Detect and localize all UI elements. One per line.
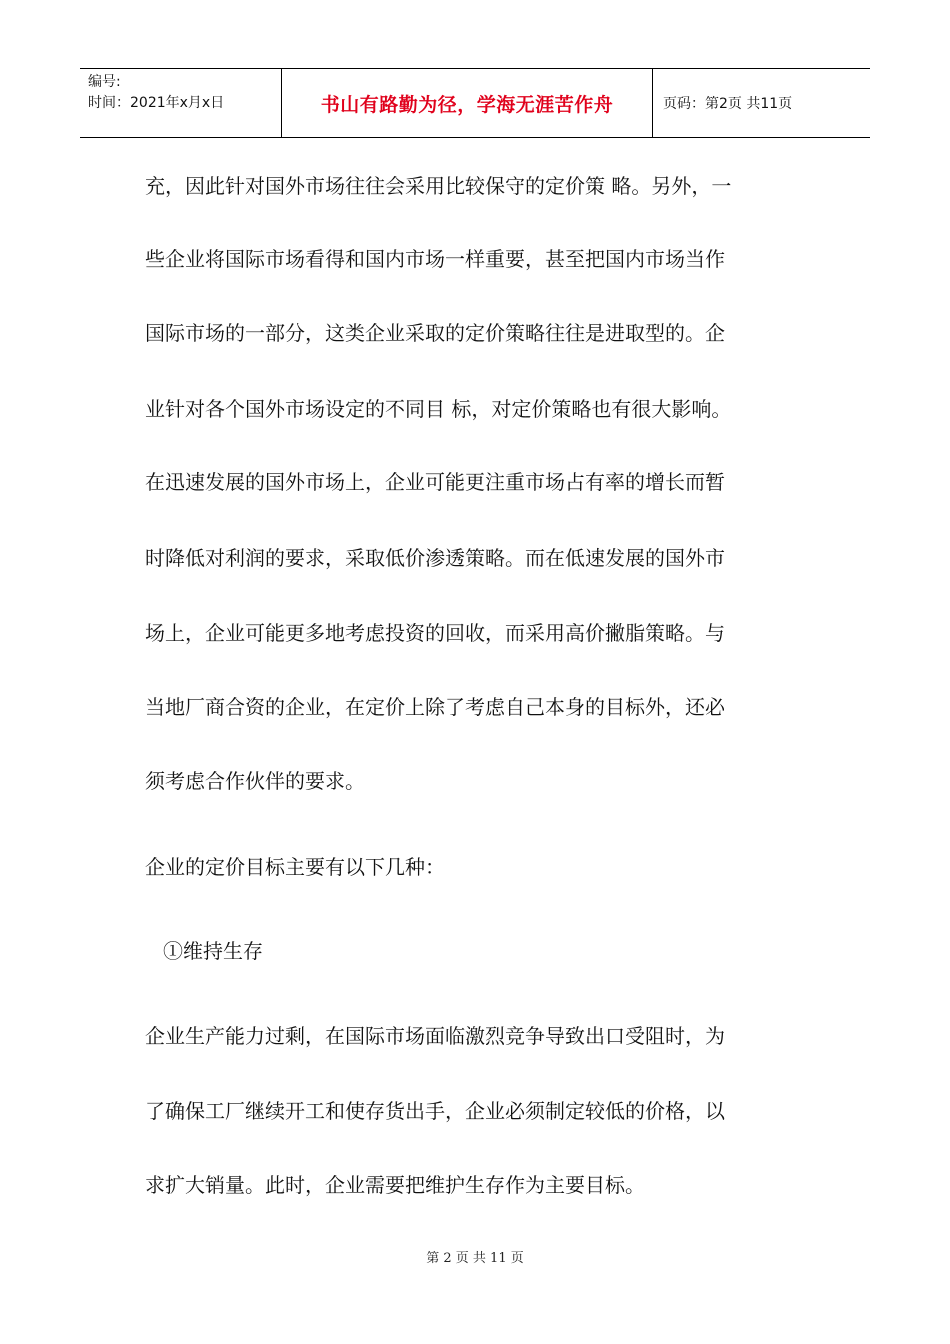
body-line: 充，因此针对国外市场往往会采用比较保守的定价策 略。另外，一: [145, 174, 732, 198]
body-line: 场上，企业可能更多地考虑投资的回收，而采用高价撇脂策略。与: [145, 621, 725, 645]
body-line: 时降低对利润的要求，采取低价渗透策略。而在低速发展的国外市: [145, 546, 725, 570]
body-line: 当地厂商合资的企业，在定价上除了考虑自己本身的目标外，还必: [145, 695, 725, 719]
header-meta: [80, 69, 281, 137]
header-page-info: 页码：第2页 共11页: [663, 96, 793, 112]
document-number-label: 编号:: [88, 74, 121, 90]
section-intro: 企业的定价目标主要有以下几种：: [145, 855, 445, 879]
body-line: 些企业将国际市场看得和国内市场一样重要，甚至把国内市场当作: [145, 247, 725, 271]
body-line: 在迅速发展的国外市场上，企业可能更注重市场占有率的增长而暂: [145, 470, 725, 494]
body-line: 国际市场的一部分，这类企业采取的定价策略往往是进取型的。企: [145, 321, 725, 345]
page-footer: 第 2 页 共 11 页: [426, 1251, 524, 1266]
body-line: 业针对各个国外市场设定的不同目 标，对定价策略也有很大影响。: [145, 397, 732, 421]
body-line: 须考虑合作伙伴的要求。: [145, 769, 365, 793]
body-line: 企业生产能力过剩，在国际市场面临激烈竞争导致出口受阻时，为: [145, 1024, 725, 1048]
body-line: 求扩大销量。此时，企业需要把维护生存作为主要目标。: [145, 1173, 645, 1197]
page-header: [80, 68, 870, 138]
body-line: 了确保工厂继续开工和使存货出手，企业必须制定较低的价格，以: [145, 1099, 725, 1123]
header-motto: 书山有路勤为径，学海无涯苦作舟: [281, 69, 653, 137]
subsection-heading: ①维持生存: [163, 939, 263, 963]
document-time-label: 时间：2021年x月x日: [88, 95, 225, 111]
